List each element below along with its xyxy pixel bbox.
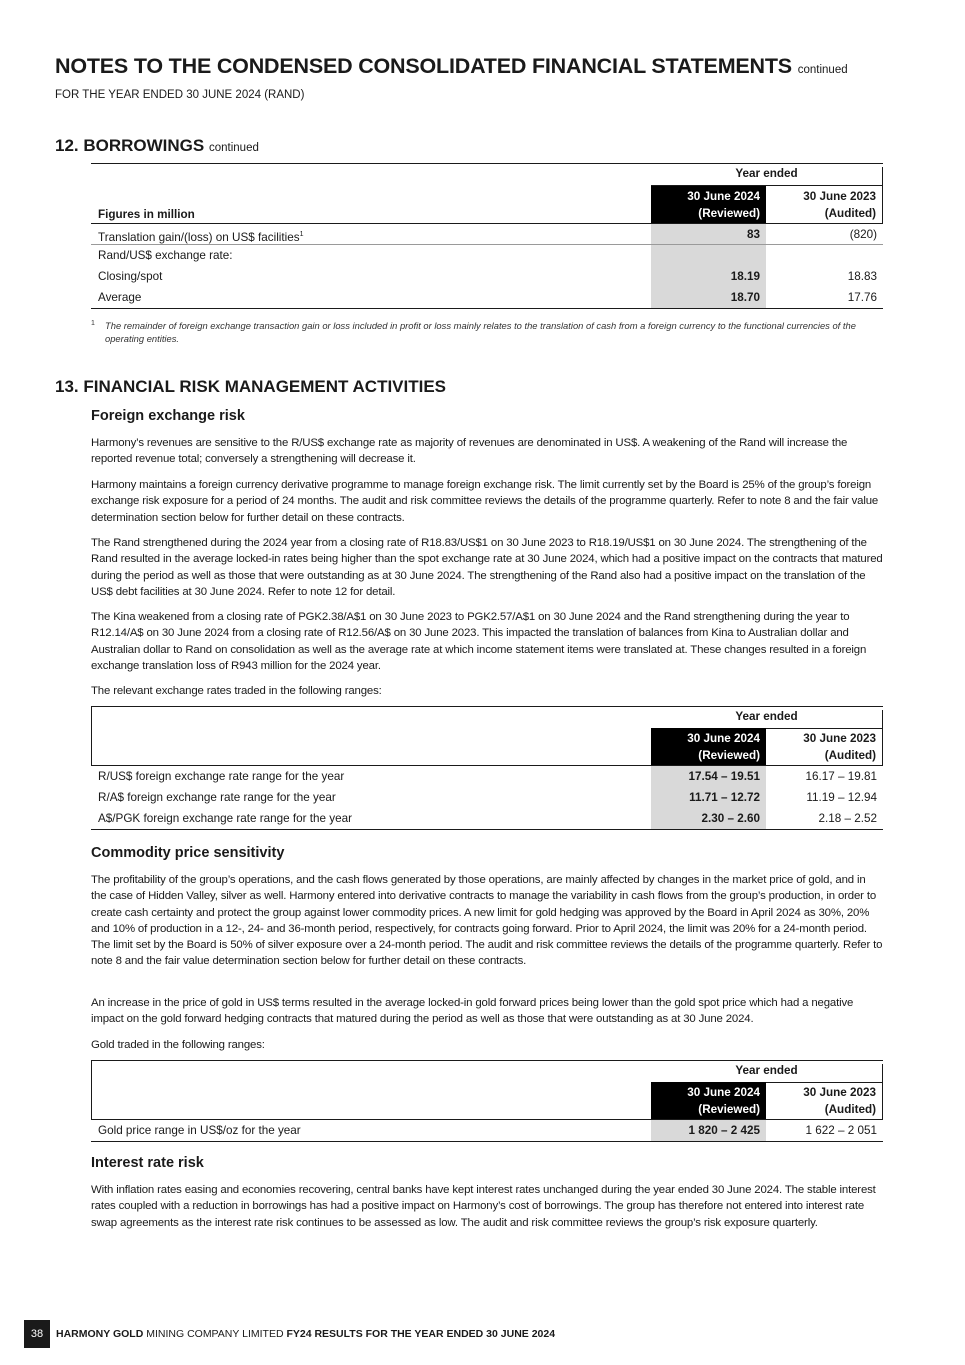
fx-paragraph-4: The Kina weakened from a closing rate of PGK2.38/A$1 on 30 June 2023 to PGK2.57/A$1 on 30 June 2024 and the Rand strengthening during the year to R12.14/A$ on 30 June 2024 from a closing rate of R12.56/A$ on 30 June 2023. This impacted the translation of balances from Kina to Australian dollar and Australian dollar to Rand on consolidation as well as the average rate at which income statement items were translated at. These changes resulted in a foreign exchange translation loss of R943 million for the 2024 year.: [91, 611, 867, 672]
table-row: R/US$ foreign exchange rate range for the year 17.54 – 19.51 16.17 – 19.81: [91, 766, 883, 787]
table-row: Gold price range in US$/oz for the year 1 820 – 2 425 1 622 – 2 051: [91, 1120, 883, 1141]
table-row: Closing/spot 18.19 18.83: [91, 266, 883, 287]
fx-paragraph-2: Harmony maintains a foreign currency derivative programme to manage foreign exchange risk. The limit currently set by the Board is 25% of the group’s foreign exchange risk exposure for a period of 24 months. The audit and risk committee reviews the details of the programme quarterly. Refer to note 8 and the fair value determination section below for further detail on these contracts.: [91, 479, 879, 524]
table-header: [91, 163, 883, 224]
footnote-text: The remainder of foreign exchange transaction gain or loss included in profit or loss mainly relates to the translation of cash from a foreign currency to the functional currencies of the operating entities.: [105, 320, 856, 344]
table-header: [91, 706, 883, 766]
col-2024-header: 30 June 2024 (Reviewed): [651, 728, 766, 765]
year-ended-label: Year ended: [651, 167, 883, 223]
col-2023-header: 30 June 2023 (Audited): [803, 1086, 876, 1116]
year-ended-label: Year ended: [651, 1064, 883, 1119]
footnote-marker: 1: [91, 320, 95, 327]
table-row: A$/PGK foreign exchange rate range for the year 2.30 – 2.60 2.18 – 2.52: [91, 808, 883, 829]
page-number: 38: [24, 1320, 50, 1348]
section-13-heading: 13. FINANCIAL RISK MANAGEMENT ACTIVITIES: [55, 377, 447, 396]
figures-in-million-label: Figures in million: [98, 208, 195, 221]
footnote: [91, 320, 871, 345]
page-title-text: NOTES TO THE CONDENSED CONSOLIDATED FINANCIAL STATEMENTS: [55, 54, 792, 78]
section-12-heading: [55, 136, 259, 156]
interest-heading: Interest rate risk: [91, 1155, 204, 1171]
gold-price-table: [91, 1060, 883, 1142]
year-ended-label: Year ended: [651, 710, 883, 765]
interest-paragraph-1: With inflation rates easing and economies recovering, central banks have kept interest rates unchanged during the year ended 30 June 2024. The stable interest rates coupled with a reduction in borrowings has had a positive impact on Harmony’s cost of borrowings. The group has therefore not entered into interest rate swap agreements as the interest rate risk continues to be assessed as low. The audit and risk committee reviews the group’s risk exposure quarterly.: [91, 1184, 876, 1229]
table-row: Average 18.70 17.76: [91, 287, 883, 308]
col-2024-header: 30 June 2024 (Reviewed): [651, 186, 766, 223]
table-row: R/A$ foreign exchange rate range for the year 11.71 – 12.72 11.19 – 12.94: [91, 787, 883, 808]
borrowings-table: [91, 163, 883, 309]
table-row: Rand/US$ exchange rate:: [91, 245, 883, 266]
commodity-heading: Commodity price sensitivity: [91, 845, 285, 861]
table-row: Translation gain/(loss) on US$ facilities$^1$ 83 (820): [91, 224, 883, 245]
fx-paragraph-5: The relevant exchange rates traded in the following ranges:: [91, 685, 382, 697]
section-12-title: 12. BORROWINGS: [55, 136, 205, 155]
page-footer: [24, 1320, 555, 1348]
col-2024-header: 30 June 2024 (Reviewed): [651, 1082, 766, 1119]
commodity-paragraph-1: The profitability of the group’s operations, and the cash flows generated by those operations, are mainly affected by changes in the market price of gold, and in the case of Hidden Valley, silver as well. Harmony entered into derivative contracts to manage the variability in cash flows from the group’s production, in order to create cash certainty and protect the group against lower commodity prices. A new limit for gold hedging was approved by the Board in April 2024 as 30%, 20% and 10% of production in a 12-, 24- and 36-month period, respectively, for contracts going forward. Prior to April 2024, the limit was 20% for a 24-month period. The limit set by the Board is 50% of silver exposure over a 24-month period. The audit and risk committee reviews the details of the programme quarterly. Refer to note 8 and the fair value determination section below for further detail on these contracts.: [91, 874, 883, 968]
col-2023-header: 30 June 2023 (Audited): [803, 190, 876, 220]
section-12-continued: continued: [208, 142, 259, 154]
fx-paragraph-3: The Rand strengthened during the 2024 year from a closing rate of R18.83/US$1 on 30 June 2023 to R18.19/US$1 on 30 June 2024. The strengthening of the Rand resulted in the average locked-in rates being higher than the spot exchange rate at 30 June 2024, which had a positive impact on the contracts that matured during the period as well as those that were outstanding as at 30 June 2024. The strengthening of the Rand also had a positive impact on the translation of the US$ debt facilities at 30 June 2024. Refer to note 12 for detail.: [91, 537, 883, 598]
fx-paragraph-1: Harmony’s revenues are sensitive to the R/US$ exchange rate as majority of revenues are denominated in US$. A weakening of the Rand will increase the reported revenue total; conversely a strengthening will decrease it.: [91, 437, 848, 466]
page-title: [55, 54, 848, 79]
page-subtitle: FOR THE YEAR ENDED 30 JUNE 2024 (RAND): [55, 89, 305, 101]
title-continued: continued: [797, 64, 848, 76]
fx-risk-heading: Foreign exchange risk: [91, 408, 245, 424]
exchange-rate-table: [91, 706, 883, 830]
commodity-paragraph-3: Gold traded in the following ranges:: [91, 1039, 265, 1051]
footer-text: HARMONY GOLD MINING COMPANY LIMITED FY24 RESULTS FOR THE YEAR ENDED 30 JUNE 2024: [56, 1328, 556, 1340]
table-header: [91, 1060, 883, 1120]
col-2023-header: 30 June 2023 (Audited): [803, 732, 876, 762]
commodity-paragraph-2: An increase in the price of gold in US$ terms resulted in the average locked-in gold forward prices being lower than the gold spot price which had a negative impact on the gold forward hedging contracts that matured during the period as well as those that were outstanding as at 30 June 2024.: [91, 997, 854, 1026]
